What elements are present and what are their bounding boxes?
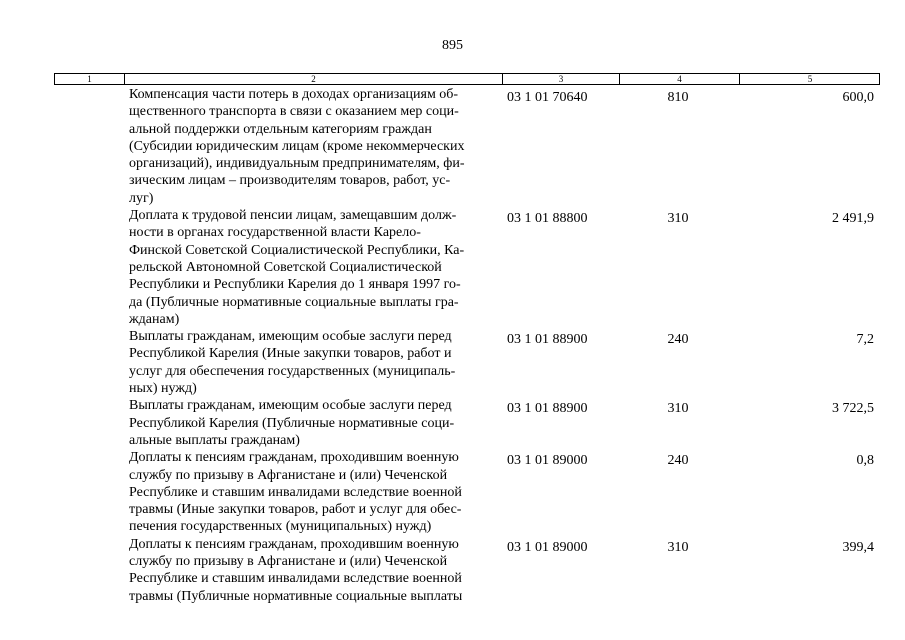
description-line: Финской Советской Социалистической Республики, Ка-: [129, 242, 465, 258]
description-line: Республике и ставшим инвалидами вследствие военной: [129, 484, 462, 500]
row-description: [129, 328, 491, 397]
table-row: [54, 86, 880, 207]
row-type: 240: [667, 453, 689, 469]
row-sum: 399,4: [842, 539, 874, 555]
row-code: 03 1 01 89000: [507, 539, 588, 555]
table-row: [54, 328, 880, 397]
row-type: 310: [667, 211, 689, 227]
header-col-2: 2: [124, 74, 502, 84]
description-line: Республикой Карелия (Публичные нормативные соци-: [129, 415, 455, 431]
description-line: службу по призыву в Афганистане и (или) Чеченской: [129, 467, 448, 483]
description-line: службу по призыву в Афганистане и (или) Чеченской: [129, 554, 448, 570]
row-description: [129, 536, 491, 605]
row-description: [129, 397, 491, 449]
row-sum: 0,8: [856, 453, 874, 469]
description-line: Доплата к трудовой пенсии лицам, замещавшим долж-: [129, 208, 457, 224]
description-line: (Субсидии юридическим лицам (кроме некоммерческих: [129, 138, 465, 154]
description-line: Доплаты к пенсиям гражданам, проходившим военную: [129, 536, 459, 552]
description-line: альной поддержки отдельным категориям граждан: [129, 121, 432, 137]
row-sum: 7,2: [856, 332, 874, 348]
row-sum: 3 722,5: [832, 401, 874, 417]
description-line: Республикой Карелия (Иные закупки товаров, работ и: [129, 346, 452, 362]
row-type: 240: [667, 332, 689, 348]
description-line: травмы (Иные закупки товаров, работ и услуг для обес-: [129, 502, 462, 518]
row-sum: 2 491,9: [832, 211, 874, 227]
row-code: 03 1 01 88900: [507, 401, 588, 417]
description-line: альные выплаты гражданам): [129, 432, 300, 448]
table-row: [54, 207, 880, 328]
description-line: луг): [129, 190, 154, 206]
row-type: 810: [667, 90, 689, 105]
description-line: Компенсация части потерь в доходах организациям об-: [129, 87, 459, 102]
description-line: да (Публичные нормативные социальные выплаты гра-: [129, 294, 459, 310]
description-line: жданам): [129, 311, 180, 327]
header-col-4: 4: [619, 74, 739, 84]
table-header: [54, 73, 880, 85]
table-body: [54, 86, 880, 605]
row-description: [129, 449, 491, 535]
description-line: ных) нужд): [129, 381, 197, 397]
row-description: [129, 86, 491, 207]
header-col-5: 5: [739, 74, 880, 84]
row-sum: 600,0: [842, 90, 874, 105]
description-line: услуг для обеспечения государственных (муниципаль-: [129, 363, 456, 379]
table-row: [54, 449, 880, 535]
description-line: щественного транспорта в связи с оказанием мер соци-: [129, 104, 459, 120]
description-line: организаций), индивидуальным предпринимателям, фи-: [129, 156, 465, 172]
page-number: 895: [442, 38, 463, 53]
description-line: ности в органах государственной власти Карело-: [129, 225, 421, 241]
description-line: рельской Автономной Советской Социалистической: [129, 259, 442, 275]
description-line: зическим лицам – производителям товаров, работ, ус-: [129, 173, 451, 189]
row-code: 03 1 01 89000: [507, 453, 588, 469]
description-line: Выплаты гражданам, имеющим особые заслуги перед: [129, 398, 452, 414]
description-line: травмы (Публичные нормативные социальные выплаты: [129, 588, 463, 604]
description-line: Республики и Республики Карелия до 1 января 1997 го-: [129, 277, 461, 293]
row-type: 310: [667, 401, 689, 417]
header-col-1: 1: [87, 74, 92, 84]
row-code: 03 1 01 88900: [507, 332, 588, 348]
row-code: 03 1 01 70640: [507, 90, 588, 105]
description-line: Выплаты гражданам, имеющим особые заслуги перед: [129, 329, 452, 345]
description-line: Республике и ставшим инвалидами вследствие военной: [129, 571, 462, 587]
row-type: 310: [667, 539, 689, 555]
row-description: [129, 207, 491, 328]
row-code: 03 1 01 88800: [507, 211, 588, 227]
table-row: [54, 536, 880, 605]
table-row: [54, 397, 880, 449]
header-col-3: 3: [502, 74, 619, 84]
description-line: печения государственных (муниципальных) нужд): [129, 519, 432, 535]
description-line: Доплаты к пенсиям гражданам, проходившим военную: [129, 450, 459, 466]
